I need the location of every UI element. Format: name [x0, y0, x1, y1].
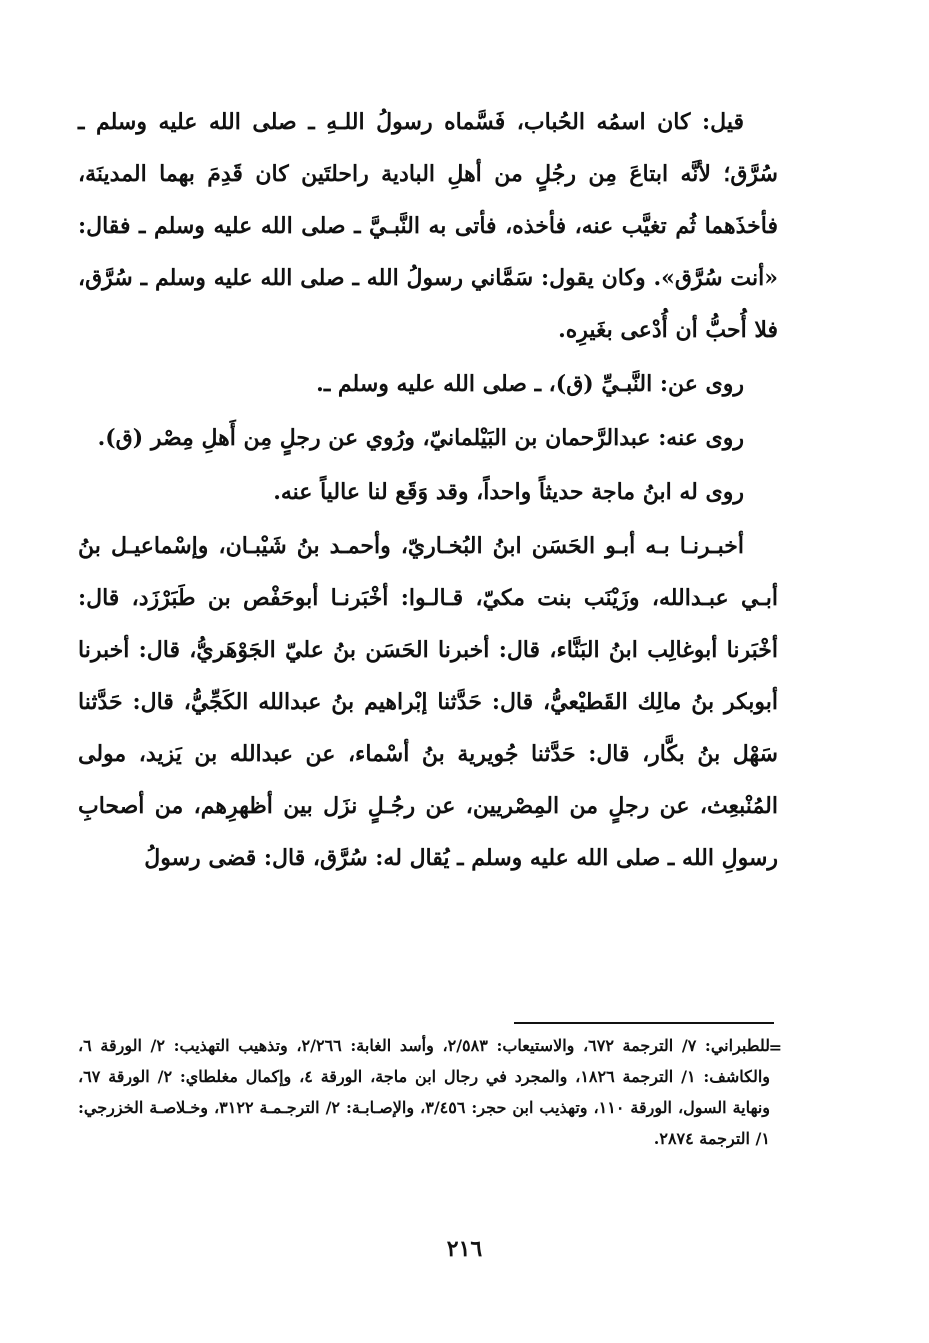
footnote-block: [78, 1030, 782, 1154]
paragraph-isnad: أخبـرنـا بـه أبـو الحَسَن ابنُ البُخـاريّ، وأحمـد بنُ شَيْبـان، وإسْماعيـل بنُ أبـي عبـدالله، وزَيْنَب بنت مكيّ، قـالـوا: أخْبَرنـا أبوحَفْص بن طَبَرْزَد، قال: أخْبَرنا أبوغالِب ابنُ البَنَّاء، قال: أخبرنا الحَسَن بنُ عليّ الجَوْهَريُّ، قال: أخبرنا أبوبكر بنُ مالِك القَطيْعيُّ، قال: حَدَّثنا إبْراهيم بنُ عبدالله الكَجِّيُّ، قال: حَدَّثنا سَهْل بنُ بكَّار، قال: حَدَّثنا جُويرية بنُ أسْماء، عن عبدالله بن يَزيد، مولى المُنْبعِث، عن رجلٍ من المِصْريين، عن رجُـلٍ نزَل بين أظهرِهم، من أصحابِ رسولِ الله ـ صلى الله عليه وسلم ـ يُقال له: سُرَّق، قال: قضى رسولُ: [78, 533, 778, 871]
footnote-divider: [514, 1022, 774, 1024]
paragraph-narrated-from: روى عن: النَّبـيِّ (ق)، ـ صلى الله عليه وسلم ـ.: [316, 371, 744, 397]
narrated-by-label: روى عنه:: [658, 425, 744, 451]
paragraph-ibn-majah: روى له ابنُ ماجة حديثاً واحداً، وقد وَقَع لنا عالياً عنه.: [273, 479, 744, 505]
page-number: ٢١٦: [446, 1236, 483, 1262]
paragraph-narrated-by: [78, 412, 778, 464]
main-text: [78, 96, 778, 884]
footnote-continuation-marker: =: [768, 1038, 782, 1057]
narrated-by-text: عبدالرَّحمان بن البَيْلمانيّ، ورُوي عن رجلٍ مِن أَهلِ مِصْر (ق).: [97, 425, 659, 451]
paragraph-name-story: قيل: كان اسمُه الحُباب، فَسَّماه رسولُ اللـهِ ـ صلى الله عليه وسلم ـ سُرَّق؛ لأنَّه ابتاعَ مِن رجُلٍ من أهلِ البادية راحلتَين كان قَدِمَ بهما المدينَة، فأخذَهما ثُم تغيَّب عنه، فأخذه، فأتى به النَّبـيَّ ـ صلى الله عليه وسلم ـ فقال: «أنت سُرَّق». وكان يقول: سَمَّاني رسولُ الله ـ صلى الله عليه وسلم ـ سُرَّق، فلا أُحبُّ أن أُدْعى بغَيرِه.: [78, 109, 778, 343]
footnote-text: للطبراني: ٧/ الترجمة ٦٧٢، والاستيعاب: ٢/٥٨٣، وأسد الغابة: ٢/٢٦٦، وتذهيب التهذيب: ٢/ الورقة ٦، والكاشف: ١/ الترجمة ١٨٢٦، والمجرد في رجال ابن ماجة، الورقة ٤، وإكمال مغلطاي: ٢/ الورقة ٦٧، ونهاية السول، الورقة ١١٠، وتهذيب ابن حجر: ٣/٤٥٦، والإصـابـة: ٢/ الترجـمـة ٣١٢٢، وخـلاصـة الخزرجي: ١/ الترجمة ٢٨٧٤.: [78, 1036, 771, 1148]
